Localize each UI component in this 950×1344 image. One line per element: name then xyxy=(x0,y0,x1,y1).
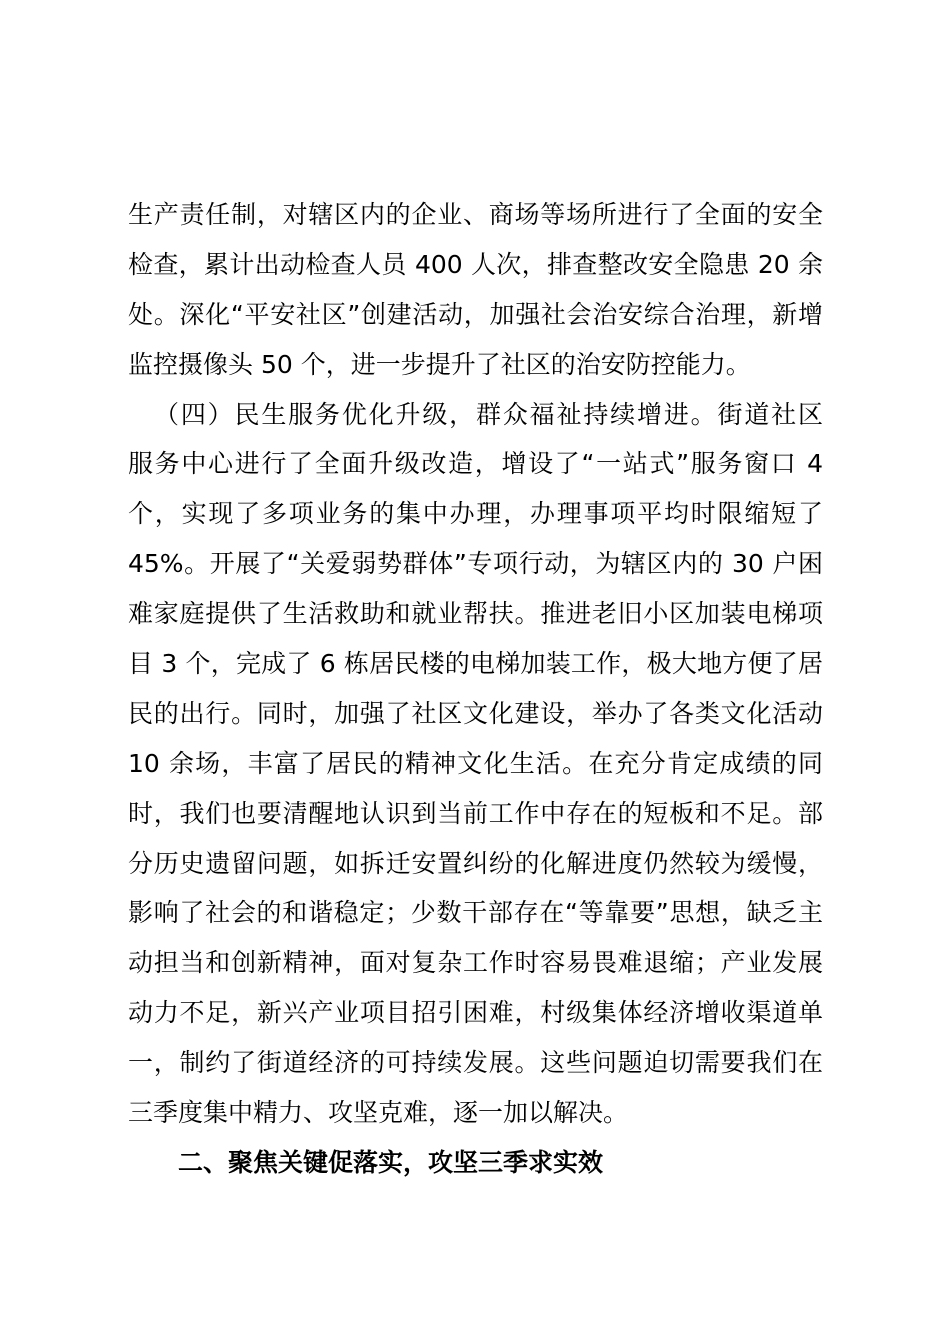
text-line: 处。深化“平安社区”创建活动，加强社会治安综合治理，新增 xyxy=(128,299,823,329)
text-line: （四）民生服务优化升级，群众福祉持续增进。街道社区 xyxy=(154,399,823,429)
text-line: 动担当和创新精神，面对复杂工作时容易畏难退缩；产业发展 xyxy=(128,948,823,978)
section-heading: 二、聚焦关键促落实，攻坚三季求实效 xyxy=(178,1147,604,1177)
text-line: 三季度集中精力、攻坚克难，逐一加以解决。 xyxy=(128,1098,629,1128)
paragraph-livelihood xyxy=(128,390,823,1138)
text-line: 检查，累计出动检查人员 400 人次，排查整改安全隐患 20 余 xyxy=(128,249,823,279)
text-line: 目 3 个，完成了 6 栋居民楼的电梯加装工作，极大地方便了居 xyxy=(128,649,823,679)
paragraph-safety xyxy=(128,190,823,390)
text-line: 服务中心进行了全面升级改造，增设了“一站式”服务窗口 4 xyxy=(128,449,823,479)
text-line: 分历史遗留问题，如拆迁安置纠纷的化解进度仍然较为缓慢， xyxy=(128,848,823,878)
text-line: 动力不足，新兴产业项目招引困难，村级集体经济增收渠道单 xyxy=(128,998,823,1028)
text-line: 时，我们也要清醒地认识到当前工作中存在的短板和不足。部 xyxy=(128,798,823,828)
text-line: 难家庭提供了生活救助和就业帮扶。推进老旧小区加装电梯项 xyxy=(128,599,823,629)
text-line: 民的出行。同时，加强了社区文化建设，举办了各类文化活动 xyxy=(128,698,823,728)
text-line: 个，实现了多项业务的集中办理，办理事项平均时限缩短了 xyxy=(128,499,823,529)
text-line: 一，制约了街道经济的可持续发展。这些问题迫切需要我们在 xyxy=(128,1048,823,1078)
text-line: 10 余场，丰富了居民的精神文化生活。在充分肯定成绩的同 xyxy=(128,748,823,778)
text-line: 监控摄像头 50 个，进一步提升了社区的治安防控能力。 xyxy=(128,349,751,379)
text-line: 影响了社会的和谐稳定；少数干部存在“等靠要”思想，缺乏主 xyxy=(128,898,823,928)
text-line: 生产责任制，对辖区内的企业、商场等场所进行了全面的安全 xyxy=(128,200,823,229)
text-line: 45%。开展了“关爱弱势群体”专项行动，为辖区内的 30 户困 xyxy=(128,549,823,579)
document-page xyxy=(128,190,823,1188)
